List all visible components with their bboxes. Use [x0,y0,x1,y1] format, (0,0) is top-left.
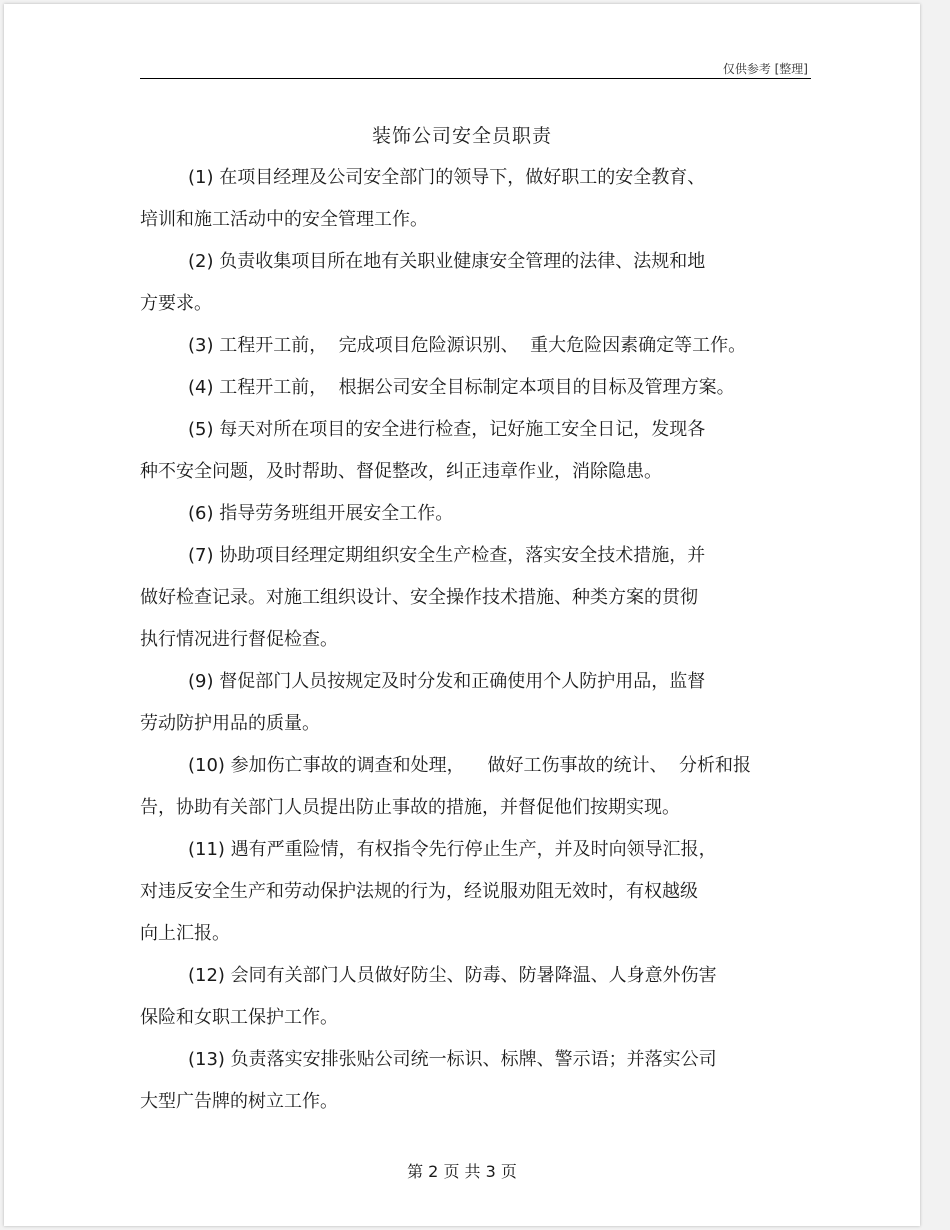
paragraph-line: 大型广告牌的树立工作。 [140,1091,338,1112]
paragraph-line: 执行情况进行督促检查。 [140,629,338,650]
paragraph-line: (2) 负责收集项目所在地有关职业健康安全管理的法律、法规和地 [188,251,706,272]
paragraph-line: (10) 参加伤亡事故的调查和处理， 做好工伤事故的统计、 分析和报 [188,755,751,776]
paragraph [140,829,820,955]
paragraph-line: (11) 遇有严重险情，有权指令先行停止生产，并及时向领导汇报， [188,839,717,860]
header-divider [140,78,811,79]
paragraph-line: (5) 每天对所在项目的安全进行检查，记好施工安全日记，发现各 [188,419,706,440]
paragraph [140,745,820,829]
paragraph-line: 对违反安全生产和劳动保护法规的行为，经说服劝阻无效时，有权越级 [140,881,698,902]
document-page [4,4,920,1226]
page-number: 第 2 页 共 3 页 [407,1162,517,1181]
document-body [140,157,820,1123]
paragraph-line: 做好检查记录。对施工组织设计、安全操作技术措施、种类方案的贯彻 [140,587,698,608]
paragraph-line: 种不安全问题，及时帮助、督促整改，纠正违章作业，消除隐患。 [140,461,662,482]
paragraph-line: (6) 指导劳务班组开展安全工作。 [188,503,454,524]
paragraph [140,955,820,1039]
paragraph-line: (12) 会同有关部门人员做好防尘、防毒、防暑降温、人身意外伤害 [188,965,717,986]
paragraph-line: 向上汇报。 [140,923,230,944]
paragraph [140,493,820,535]
paragraph-line: 告，协助有关部门人员提出防止事故的措施，并督促他们按期实现。 [140,797,680,818]
paragraph-line: (13) 负责落实安排张贴公司统一标识、标牌、警示语；并落实公司 [188,1049,717,1070]
paragraph-line: 劳动防护用品的质量。 [140,713,320,734]
paragraph-line: (9) 督促部门人员按规定及时分发和正确使用个人防护用品，监督 [188,671,706,692]
paragraph-line: (1) 在项目经理及公司安全部门的领导下，做好职工的安全教育、 [188,167,706,188]
paragraph-line: (4) 工程开工前， 根据公司安全目标制定本项目的目标及管理方案。 [188,377,735,398]
paragraph [140,157,820,241]
paragraph-line: 培训和施工活动中的安全管理工作。 [140,209,428,230]
paragraph [140,367,820,409]
paragraph [140,535,820,661]
header-note: 仅供参考 [整理] [722,62,808,76]
document-title: 装饰公司安全员职责 [371,125,552,147]
paragraph-line: (7) 协助项目经理定期组织安全生产检查，落实安全技术措施，并 [188,545,706,566]
paragraph [140,409,820,493]
paragraph-line: (3) 工程开工前， 完成项目危险源识别、 重大危险因素确定等工作。 [188,335,747,356]
paragraph [140,325,820,367]
paragraph-line: 保险和女职工保护工作。 [140,1007,338,1028]
paragraph-line: 方要求。 [140,293,212,314]
paragraph [140,1039,820,1123]
paragraph [140,661,820,745]
paragraph [140,241,820,325]
